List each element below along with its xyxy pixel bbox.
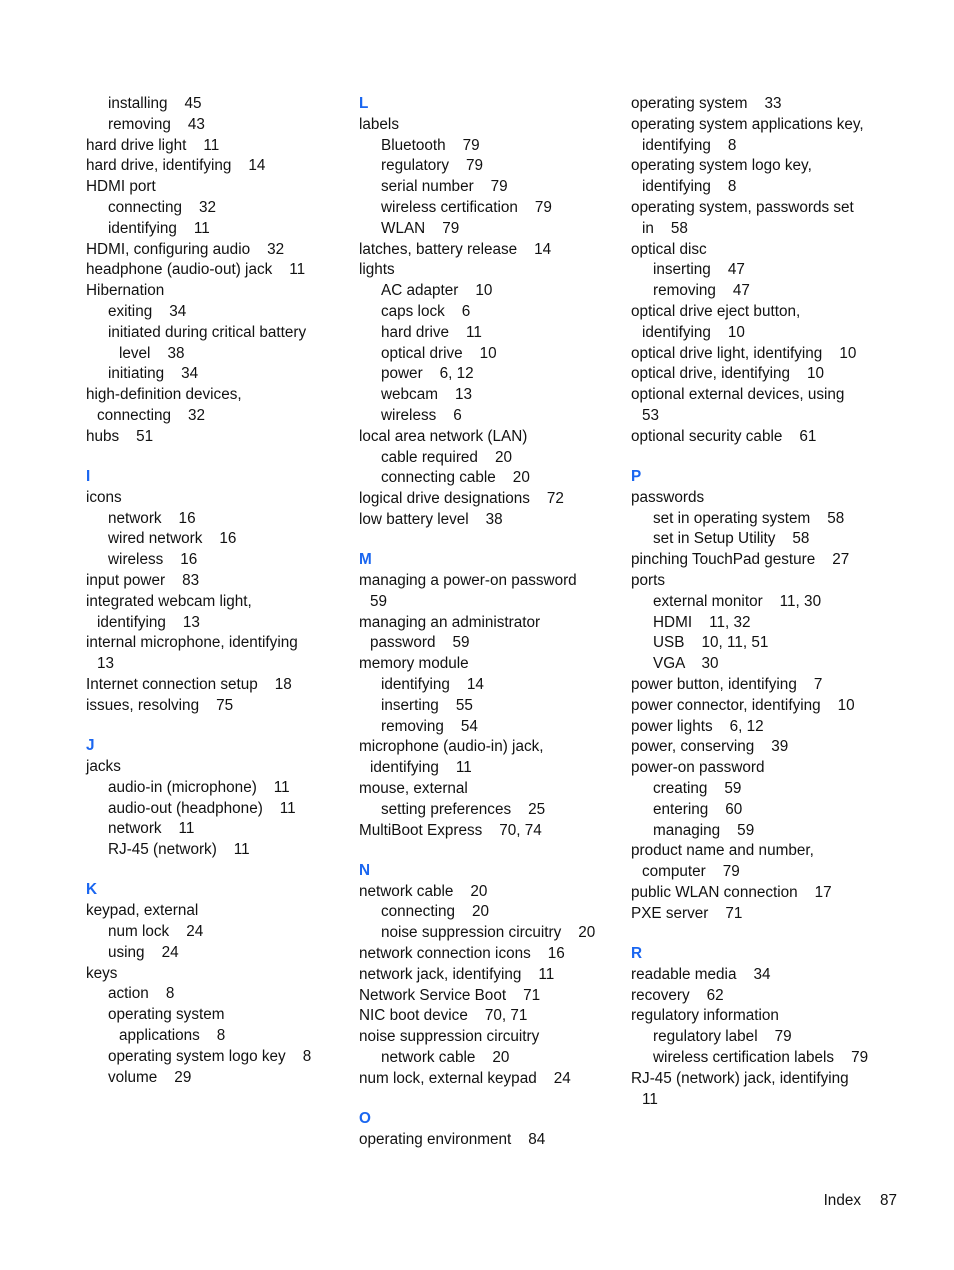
index-entry: power lights 6, 12: [631, 717, 764, 735]
index-entry: recovery 62: [631, 986, 724, 1004]
index-entry: in 58: [642, 219, 688, 237]
index-subentry: power 6, 12: [381, 365, 474, 383]
index-entry: 11: [642, 1090, 658, 1108]
index-entry: mouse, external: [359, 780, 468, 797]
index-entry: microphone (audio-in) jack,: [359, 738, 544, 756]
index-entry: power connector, identifying 10: [631, 696, 855, 714]
index-subentry: creating 59: [653, 780, 742, 797]
index-subentry: Bluetooth 79: [381, 136, 480, 154]
index-subentry: wireless certification labels 79: [653, 1049, 869, 1067]
index-subentry: action 8: [108, 985, 175, 1003]
index-subentry: operating system: [108, 1006, 225, 1024]
index-subentry: num lock 24: [108, 922, 204, 940]
index-entry: public WLAN connection 17: [631, 883, 832, 901]
index-subentry: installing 45: [108, 95, 202, 112]
index-subentry: connecting 20: [381, 903, 490, 921]
index-entry: operating environment 84: [359, 1130, 546, 1148]
index-subentry: network cable 20: [381, 1049, 510, 1067]
index-entry: memory module: [359, 655, 469, 673]
index-letter-heading: O: [359, 1110, 371, 1128]
index-subentry: identifying 14: [381, 676, 484, 694]
index-subentry: wired network 16: [108, 530, 237, 548]
index-subentry: RJ-45 (network) 11: [108, 841, 250, 859]
index-entry: 59: [370, 592, 388, 610]
index-entry: jacks: [86, 757, 121, 775]
index-subentry: network 11: [108, 820, 195, 838]
index-entry: identifying 8: [642, 178, 737, 196]
index-subentry: regulatory label 79: [653, 1028, 792, 1046]
index-subentry: external monitor 11, 30: [653, 592, 822, 610]
footer-label: Index: [823, 1192, 861, 1209]
index-entry: 53: [642, 406, 660, 424]
index-entry: integrated webcam light,: [86, 592, 252, 610]
index-entry: computer 79: [642, 863, 740, 881]
index-subentry: using 24: [108, 943, 179, 961]
index-subentry: operating system logo key 8: [108, 1047, 312, 1065]
index-entry: input power 83: [86, 572, 200, 590]
index-subentry: setting preferences 25: [381, 800, 546, 818]
index-entry: optional security cable 61: [631, 427, 817, 445]
index-entry: identifying 10: [642, 323, 745, 341]
index-entry: low battery level 38: [359, 510, 503, 528]
index-entry: hard drive light 11: [86, 136, 220, 154]
index-subentry: HDMI 11, 32: [653, 613, 751, 631]
index-entry: optional external devices, using: [631, 386, 845, 404]
index-subentry: removing 54: [381, 717, 478, 735]
index-entry: product name and number,: [631, 842, 814, 860]
index-subentry: audio-out (headphone) 11: [108, 799, 296, 817]
index-subentry: wireless 6: [381, 406, 462, 424]
index-entry: Network Service Boot 71: [359, 986, 541, 1004]
index-entry: network connection icons 16: [359, 945, 565, 963]
index-entry: identifying 11: [370, 759, 472, 777]
index-letter-heading: M: [359, 551, 372, 569]
index-subentry: volume 29: [108, 1068, 192, 1086]
index-letter-heading: I: [86, 468, 91, 486]
index-entry: identifying 13: [97, 613, 200, 631]
index-entry: power, conserving 39: [631, 738, 789, 756]
index-subentry: webcam 13: [381, 386, 472, 404]
index-subentry: wireless certification 79: [381, 198, 552, 216]
index-subentry: connecting 32: [108, 198, 217, 216]
index-entry: local area network (LAN): [359, 427, 528, 445]
section-spacer: [86, 717, 348, 737]
index-entry: network cable 20: [359, 882, 488, 900]
index-entry: keys: [86, 964, 118, 982]
index-entry: operating system, passwords set: [631, 198, 854, 216]
index-letter-heading: L: [359, 95, 369, 112]
index-subentry: WLAN 79: [381, 219, 460, 237]
index-subentry: noise suppression circuitry 20: [381, 924, 596, 942]
index-entry: latches, battery release 14: [359, 240, 552, 258]
index-subentry: identifying 11: [108, 219, 210, 237]
index-entry: operating system logo key,: [631, 157, 812, 175]
index-entry: hard drive, identifying 14: [86, 157, 266, 175]
index-entry: regulatory information: [631, 1007, 779, 1025]
index-subentry: entering 60: [653, 800, 743, 818]
index-entry: high-definition devices,: [86, 386, 242, 404]
page-footer: [824, 1191, 897, 1211]
index-subentry: managing 59: [653, 821, 755, 839]
index-entry: Internet connection setup 18: [86, 676, 292, 694]
index-entry: pinching TouchPad gesture 27: [631, 551, 850, 569]
index-entry: network jack, identifying 11: [359, 965, 555, 983]
index-entry: headphone (audio-out) jack 11: [86, 261, 306, 279]
index-entry: operating system 33: [631, 95, 782, 112]
index-subentry: removing 47: [653, 282, 750, 300]
index-subentry: hard drive 11: [381, 323, 482, 341]
index-subentry: set in operating system 58: [653, 509, 845, 527]
index-entry: MultiBoot Express 70, 74: [359, 821, 542, 839]
index-column-3: [631, 94, 893, 1110]
section-spacer: [631, 925, 893, 945]
index-entry: ports: [631, 572, 666, 590]
index-subentry: connecting cable 20: [381, 469, 530, 487]
index-entry: logical drive designations 72: [359, 490, 564, 508]
index-entry: managing an administrator: [359, 613, 541, 631]
index-entry: managing a power-on password: [359, 572, 577, 590]
index-column-2: [359, 94, 621, 1151]
index-subentry: inserting 55: [381, 696, 473, 714]
index-subentry: initiating 34: [108, 365, 199, 383]
index-entry: internal microphone, identifying: [86, 634, 298, 652]
index-entry: optical drive, identifying 10: [631, 365, 825, 383]
index-entry: optical disc: [631, 240, 707, 258]
index-entry: num lock, external keypad 24: [359, 1069, 571, 1087]
index-letter-heading: N: [359, 861, 371, 879]
index-column-1: [86, 94, 348, 1088]
index-entry: HDMI port: [86, 178, 156, 196]
index-letter-heading: R: [631, 945, 643, 963]
index-subentry: applications 8: [119, 1026, 226, 1044]
index-entry: lights: [359, 261, 395, 279]
index-entry: optical drive eject button,: [631, 302, 801, 320]
page-number: 87: [879, 1192, 897, 1209]
index-subentry: regulatory 79: [381, 157, 484, 175]
index-subentry: network 16: [108, 509, 196, 527]
index-entry: passwords: [631, 488, 705, 506]
index-subentry: AC adapter 10: [381, 282, 493, 300]
index-entry: hubs 51: [86, 427, 154, 445]
index-letter-heading: P: [631, 468, 642, 486]
section-spacer: [359, 1090, 621, 1110]
index-subentry: exiting 34: [108, 302, 187, 320]
index-entry: readable media 34: [631, 965, 771, 983]
index-subentry: wireless 16: [108, 551, 198, 569]
index-entry: identifying 8: [642, 136, 737, 154]
index-subentry: caps lock 6: [381, 302, 471, 320]
index-entry: NIC boot device 70, 71: [359, 1007, 528, 1025]
index-entry: keypad, external: [86, 902, 199, 920]
index-entry: PXE server 71: [631, 904, 743, 922]
index-entry: operating system applications key,: [631, 115, 864, 133]
index-entry: Hibernation: [86, 282, 165, 300]
index-subentry: inserting 47: [653, 261, 745, 279]
index-letter-heading: J: [86, 737, 95, 755]
section-spacer: [86, 448, 348, 468]
index-entry: connecting 32: [97, 406, 206, 424]
section-spacer: [631, 448, 893, 468]
index-subentry: initiated during critical battery: [108, 323, 307, 341]
index-entry: optical drive light, identifying 10: [631, 344, 857, 362]
index-subentry: set in Setup Utility 58: [653, 530, 810, 548]
index-subentry: level 38: [119, 344, 185, 362]
index-letter-heading: K: [86, 881, 98, 899]
section-spacer: [86, 861, 348, 881]
index-entry: power button, identifying 7: [631, 676, 823, 694]
index-subentry: cable required 20: [381, 448, 512, 466]
index-entry: icons: [86, 488, 122, 506]
section-spacer: [359, 841, 621, 861]
index-entry: noise suppression circuitry: [359, 1028, 540, 1046]
index-entry: power-on password: [631, 759, 765, 777]
index-entry: password 59: [370, 634, 470, 652]
index-entry: issues, resolving 75: [86, 696, 234, 714]
section-spacer: [359, 531, 621, 551]
index-entry: labels: [359, 115, 399, 133]
index-entry: 13: [97, 655, 115, 673]
index-subentry: VGA 30: [653, 655, 719, 673]
index-subentry: USB 10, 11, 51: [653, 634, 769, 652]
index-subentry: serial number 79: [381, 178, 508, 196]
index-entry: RJ-45 (network) jack, identifying: [631, 1069, 849, 1087]
index-subentry: removing 43: [108, 115, 205, 133]
index-subentry: optical drive 10: [381, 344, 497, 362]
index-subentry: audio-in (microphone) 11: [108, 778, 290, 796]
index-entry: HDMI, configuring audio 32: [86, 240, 285, 258]
